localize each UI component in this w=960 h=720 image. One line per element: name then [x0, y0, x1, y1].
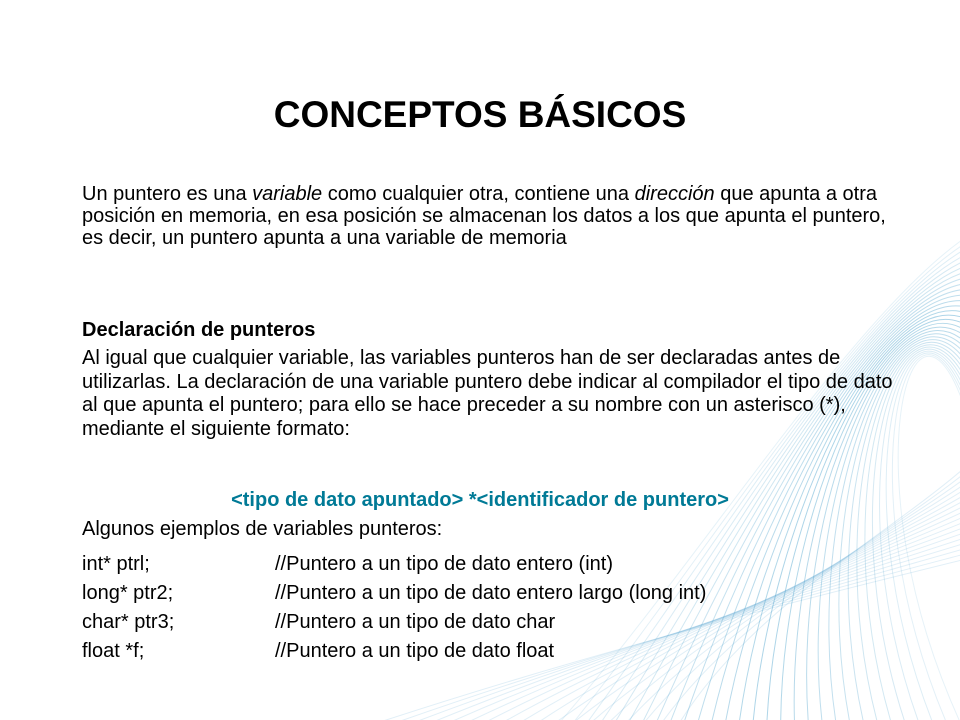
- intro-italic-variable: variable: [252, 183, 323, 205]
- slide-title: CONCEPTOS BÁSICOS: [273, 93, 687, 135]
- examples-list: [82, 550, 902, 666]
- example-row: [82, 637, 902, 666]
- intro-paragraph: [82, 183, 902, 249]
- example-comment: //Puntero a un tipo de dato char: [275, 611, 556, 633]
- intro-text-2: como cualquier otra, contiene una: [322, 183, 635, 205]
- example-comment: //Puntero a un tipo de dato entero (int): [275, 553, 613, 575]
- example-row: [82, 550, 902, 579]
- example-declaration: long* ptr2;: [82, 582, 174, 604]
- example-row: [82, 579, 902, 608]
- declaration-heading: Declaración de punteros: [82, 319, 316, 341]
- declaration-format: <tipo de dato apuntado> *<identificador de puntero>: [231, 489, 729, 511]
- intro-text-3: que apunta a otra posición en memoria, en esa posición se almacenan los datos a los que apunta el puntero, es decir, un puntero apunta a una variable de memoria: [82, 183, 886, 249]
- intro-italic-direccion: dirección: [634, 183, 715, 205]
- declaration-paragraph: Al igual que cualquier variable, las variables punteros han de ser declaradas antes de utilizarlas. La declaración de una variable puntero debe indicar al compilador el tipo de dato al que apunta el puntero; para ello se hace preceder a su nombre con un asterisco (*), mediante el siguiente formato:: [82, 347, 893, 440]
- example-comment: //Puntero a un tipo de dato float: [275, 640, 555, 662]
- example-declaration: int* ptrl;: [82, 553, 150, 575]
- example-row: [82, 608, 902, 637]
- example-declaration: char* ptr3;: [82, 611, 175, 633]
- examples-intro: Algunos ejemplos de variables punteros:: [82, 518, 443, 540]
- example-comment: //Puntero a un tipo de dato entero largo (long int): [275, 582, 707, 604]
- intro-text-1: Un puntero es una: [82, 183, 253, 205]
- example-declaration: float *f;: [82, 640, 145, 662]
